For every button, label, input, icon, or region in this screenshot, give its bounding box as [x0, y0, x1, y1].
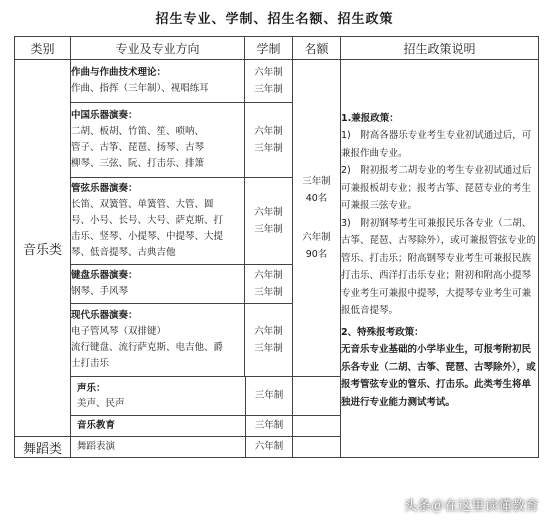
xuezhi-value: 三年制	[254, 143, 283, 154]
dance-xuezhi: 六年制	[254, 441, 284, 452]
major-music-education	[71, 416, 293, 437]
policy-item-1: 1) 附高各器乐专业考生专业初试通过后，可兼报作曲专业。	[341, 130, 532, 159]
major-dance	[71, 437, 293, 458]
xuezhi-value: 六年制	[254, 126, 283, 137]
quota-value: 三年制	[302, 176, 331, 187]
major-composition	[71, 60, 245, 103]
chinese-xuezhi	[245, 103, 293, 178]
xuezhi-value: 六年制	[254, 270, 283, 281]
orchestral-xuezhi	[245, 178, 293, 265]
header-category: 类别	[15, 37, 71, 60]
xuezhi-value: 六年制	[254, 207, 283, 218]
quota-value: 40名	[305, 193, 328, 204]
quota-value: 六年制	[302, 232, 331, 243]
major-modern-instruments	[71, 304, 245, 377]
vocal-title: 声乐：	[77, 383, 106, 394]
header-major: 专业及专业方向	[71, 37, 245, 60]
modern-line: 士打击乐	[71, 358, 110, 369]
modern-title: 现代乐器演奏：	[71, 310, 138, 321]
policy-item-2: 2) 附初报考二胡专业的考生专业初试通过后可兼报板胡专业；报考古筝、琵琶专业的考生可兼报三弦专业。	[341, 165, 532, 212]
vocal-inner	[71, 377, 292, 415]
modern-xuezhi	[245, 304, 293, 377]
policy-item-4: 无音乐专业基础的小学毕业生，可报考附初民乐各专业（二胡、古筝、琵琶、古琴除外），或报考管弦专业的管乐、打击乐。此类考生将单独进行专业能力测试考试。	[341, 344, 536, 408]
composition-title: 作曲与作曲技术理论：	[71, 67, 167, 78]
header-quota: 名额	[293, 37, 341, 60]
page-title: 招生专业、学制、招生名额、招生政策	[155, 12, 394, 27]
xuezhi-value: 六年制	[254, 67, 283, 78]
orchestral-line: 琴、低音提琴、古典吉他	[71, 247, 176, 258]
vocal-line: 美声、民声	[77, 398, 125, 409]
modern-line: 电子管风琴（双排键）	[71, 326, 167, 337]
major-chinese-instruments	[71, 103, 245, 178]
orchestral-title: 管弦乐器演奏：	[71, 183, 138, 194]
chinese-line: 管子、古筝、琵琶、扬琴、古琴	[71, 142, 205, 153]
xuezhi-value: 三年制	[254, 343, 283, 354]
chinese-line: 柳琴、三弦、阮、打击乐、排箫	[71, 158, 205, 169]
quota-value: 90名	[305, 249, 328, 260]
category-dance: 舞蹈类	[15, 437, 71, 458]
orchestral-line: 击乐、竖琴、小提琴、中提琴、大提	[71, 231, 224, 242]
composition-xuezhi	[245, 60, 293, 103]
quota-empty	[293, 377, 341, 416]
admission-table	[14, 36, 539, 458]
orchestral-line: 长笛、双簧管、单簧管、大管、圆	[71, 199, 214, 210]
quota-empty	[293, 416, 341, 437]
category-music: 音乐类	[15, 60, 71, 437]
modern-line: 流行键盘、流行萨克斯、电吉他、爵	[71, 342, 224, 353]
edu-title: 音乐教育	[71, 416, 246, 436]
header-policy: 招生政策说明	[341, 37, 539, 60]
watermark-text: 头条＠在这里读懂教育	[403, 499, 539, 514]
composition-line: 作曲、指挥（三年制）、视唱练耳	[71, 83, 209, 94]
major-orchestral-instruments	[71, 178, 245, 265]
chinese-title: 中国乐器演奏：	[71, 110, 138, 121]
vocal-xuezhi: 三年制	[254, 390, 284, 401]
major-keyboard-instruments	[71, 265, 245, 304]
quota-music	[293, 60, 341, 377]
dance-inner	[71, 437, 292, 457]
chinese-line: 二胡、板胡、竹笛、笙、唢呐、	[71, 126, 205, 137]
keyboard-xuezhi	[245, 265, 293, 304]
xuezhi-value: 三年制	[254, 84, 283, 95]
policy-item-3: 3) 附初钢琴考生可兼报民乐各专业（二胡、古筝、琵琶、古琴除外），或可兼报管弦专业的管乐、打击乐；附高钢琴专业考生可兼报民族打击乐、西洋打击乐专业；附初和附高小提琴专业考生可兼报中提琴，大提琴专业考生可兼报低音提琴。	[341, 217, 536, 317]
orchestral-line: 号、小号、长号、大号、萨克斯、打	[71, 215, 224, 226]
header-xuezhi: 学制	[245, 37, 293, 60]
header-row	[15, 37, 539, 60]
edu-xuezhi: 三年制	[254, 420, 284, 431]
major-vocal	[71, 377, 293, 416]
policy-heading-1: 1.兼报政策：	[341, 112, 399, 124]
dance-line: 舞蹈表演	[71, 437, 246, 457]
xuezhi-value: 六年制	[254, 326, 283, 337]
xuezhi-value: 三年制	[254, 224, 283, 235]
keyboard-line: 钢琴、手风琴	[71, 286, 129, 297]
edu-inner	[71, 416, 292, 436]
xuezhi-value: 三年制	[254, 287, 283, 298]
policy-heading-2: 2、特殊报考政策：	[341, 326, 424, 338]
row-composition	[15, 60, 539, 103]
policy-cell	[341, 60, 539, 458]
quota-empty	[293, 437, 341, 458]
keyboard-title: 键盘乐器演奏：	[71, 270, 138, 281]
